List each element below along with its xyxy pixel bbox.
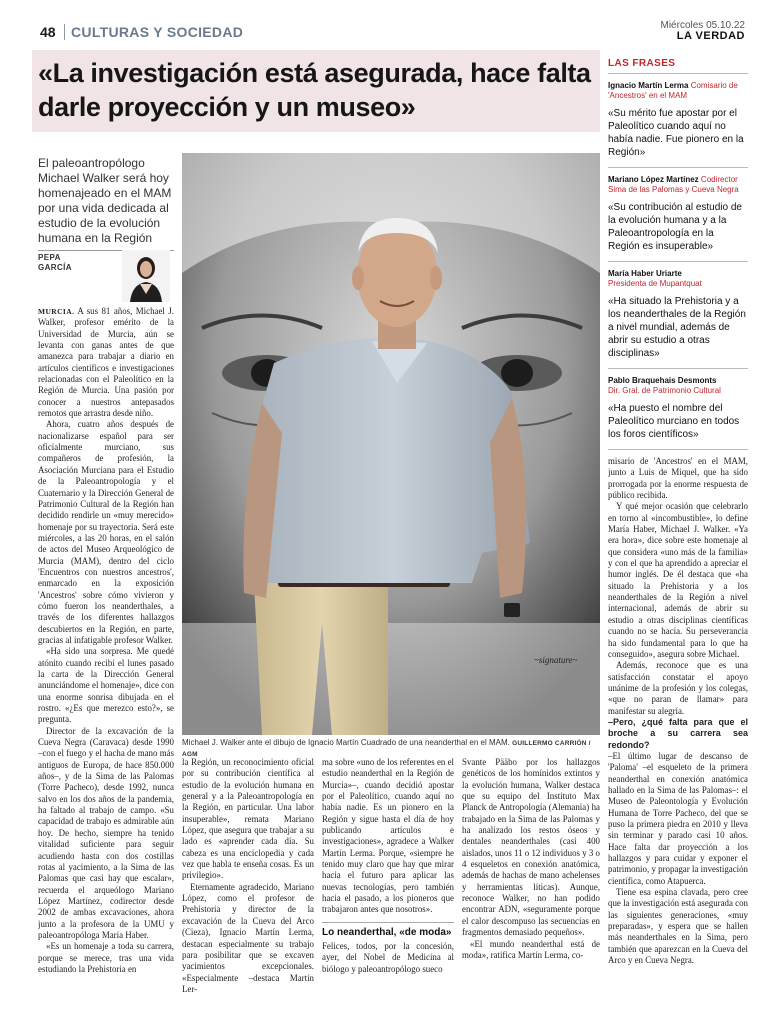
paragraph: Tiene esa espina clavada, pero cree que la investigación está asegurada con las siguientes generaciones, «muy preparadas», y espera que se hallen más neanderthales en la Sima, pero también que aparezcan en la Cueva del Arco y en Cueva Negra. bbox=[608, 887, 748, 966]
paragraph: «Ha sido una sorpresa. Me quedé atónito cuando recibí el lunes pasado la carta de la Dirección General anunciándome el homenaje», dice con una enorme sonrisa dibujada en el rostro. «¿Es que merezco esto?», se pregunta. bbox=[38, 646, 174, 725]
quote-item bbox=[608, 369, 748, 450]
body-column-1 bbox=[38, 306, 174, 1022]
subhead: El paleoantropólogo Michael Walker será hoy homenajeado en el MAM por una vida dedicada al estudio de la evolución humana en la Región bbox=[38, 156, 172, 245]
quote-author: Ignacio Martín Lerma bbox=[608, 81, 689, 90]
quote-role: Comisario de 'Ancestros' en el MAM bbox=[608, 81, 738, 100]
quote-item bbox=[608, 74, 748, 168]
photo-credit: GUILLERMO CARRIÓN / AGM bbox=[182, 740, 591, 758]
quote-item bbox=[608, 168, 748, 262]
byline-first-name: PEPA bbox=[38, 253, 61, 262]
paragraph: «Es un homenaje a toda su carrera, porque se merece, tras una vida estudiando la Prehistoria en bbox=[38, 941, 174, 974]
quote-role: Dir. Gral. de Patrimonio Cultural bbox=[608, 386, 721, 395]
body-column-5 bbox=[608, 456, 748, 1022]
quote-text: «Su mérito fue apostar por el Paleolítico cuando aquí no había nadie. Fue pionero en la Región» bbox=[608, 108, 744, 158]
headline: «La investigación está asegurada, hace falta darle proyección y un museo» bbox=[38, 58, 591, 122]
page-number: 48 bbox=[40, 24, 56, 40]
quote-role: Presidenta de Mupantquat bbox=[608, 279, 702, 288]
paragraph bbox=[38, 306, 174, 419]
paragraph: misario de 'Ancestros' en el MAM, junto a Luis de Miquel, que ha sido prorrogada por la enorme respuesta de público recibida. bbox=[608, 456, 748, 501]
quotes-sidebar bbox=[608, 58, 748, 450]
quote-text: «Su contribución al estudio de la evolución humana y a la Paleoantropología en la Región es insuperable» bbox=[608, 202, 742, 252]
paragraph: Ahora, cuatro años después de nacionalizarse español para ser oficialmente murciano, sus compañeros de profesión, la Asociación Murciana para el Estudio de la Paleoantropología y el Cuaternario y la Dirección General de Patrimonio Cultural de la Región han decidido rendirle un «muy merecido» homenaje por su trayectoria. Será este miércoles, a las 20 horas, en el salón de actos del Museo Arqueológico de Murcia (MAM), dentro del ciclo 'Encuentros con nuestros ancestros', enmarcado en la exposición 'Ancestros' sobre cómo vivieron y cómo fueron los neanderthales, a través de los diferentes hallazgos descubiertos en la Región, en parte, gracias al infatigable profesor Walker. bbox=[38, 419, 174, 645]
quote-text: «Ha puesto el nombre del Paleolítico murciano en todos los foros científicos» bbox=[608, 403, 740, 440]
paragraph: Además, reconoce que es una satisfacción constatar el apoyo unánime de la profesión y los colegas, «que no paran de llamar» para manifestar su alegría. bbox=[608, 660, 748, 716]
interview-question: –Pero, ¿qué falta para que el broche a su carrera sea redondo? bbox=[608, 716, 748, 750]
paragraph: la Región, un reconocimiento oficial por su contribución científica al estudio de la evolución humana en general y a la Paleoantropología en la Región, en particular. Una labor insuperable», remata Mariano López, que asegura que trabajar a su lado es «aprender cada día. Su cabeza es una enciclopedia y cada vez que habla te enseña cosas. Es un privilegio». bbox=[182, 757, 314, 881]
issue-date: Miércoles 05.10.22 bbox=[660, 20, 745, 31]
quote-author: María Haber Uriarte bbox=[608, 269, 682, 278]
quote-role: Codirector Sima de las Palomas y Cueva Negra bbox=[608, 175, 739, 194]
caption-text: Michael J. Walker ante el dibujo de Ignacio Martín Cuadrado de una neanderthal en el MAM. bbox=[182, 738, 510, 747]
paragraph: –El último lugar de descanso de 'Paloma' –el esqueleto de la primera neanderthal en conexión anatómica hallado en la Sima de las Palomas–: el Museo de Paleontología y Evolución Humana de Torre Pacheco, del que se puso la primera piedra en 2010 y lleva sin terminar y parado casi 10 años. Hace falta dar proyección a los hallazgos y para cuidar y exponer el patrimonio, y propagar la investigación científica, como Atapuerca. bbox=[608, 750, 748, 886]
paragraph: ma sobre «uno de los referentes en el estudio neanderthal en la Región de Murcia»–, cuando decidió apostar por el Paleolítico, cuando aquí no había nadie. Es un pionero en la Región y sigue hasta el día de hoy publicando artículos e investigaciones», agradece a Walker Martín Lerma. Porque, «siempre he tenido muy claro que hay que mirar hacia el futuro para aplicar las nuevas tecnologías, pero también hacia el pasado, a los pioneros que trabajaron antes que nosotros». bbox=[322, 757, 454, 915]
paragraph: Director de la excavación de la Cueva Negra (Caravaca) desde 1990 –con el fuego y el hacha de mano más antiguos de Europa, de hace 850.000 años–, y de la Sima de las Palomas (Torre Pacheco), desde 1992, nunca salvo en los dos años de la pandemia, ha faltado al trabajo de campo. «Su capacidad de trabajo es admirable aún hoy. De hecho, siempre ha tenido vitalidad suficiente para seguir acudiendo hasta con dos costillas rotas al yacimiento, a la Sima de las Palomas que casi hay que escalar», recuerda el arqueólogo Mariano López Martínez, codirector desde 2002 de ambas excavaciones, ahora junto a la profesora de la UMU y paleoantropóloga María Haber. bbox=[38, 725, 174, 940]
inline-subhead: Lo neanderthal, «de moda» bbox=[322, 922, 454, 939]
dateline bbox=[661, 20, 746, 42]
svg-text:~signature~: ~signature~ bbox=[534, 655, 578, 665]
byline-last-name: GARCÍA bbox=[38, 263, 72, 272]
quote-author: Pablo Braquehais Desmonts bbox=[608, 376, 717, 385]
dateline-city: MURCIA. bbox=[38, 307, 75, 316]
author-photo bbox=[122, 250, 170, 302]
byline bbox=[38, 253, 108, 273]
body-column-3 bbox=[322, 757, 454, 1022]
paragraph: Felices, todos, por la concesión, ayer, del Nobel de Medicina al biólogo y paleoantropólogo sueco bbox=[322, 940, 454, 974]
article-photo bbox=[182, 153, 600, 735]
section-title: CULTURAS Y SOCIEDAD bbox=[64, 24, 243, 40]
newspaper-name: LA VERDAD bbox=[676, 30, 745, 42]
quote-item bbox=[608, 262, 748, 369]
paragraph: Y qué mejor ocasión que celebrarlo en torno al «incombustible», lo define María Haber, Michael J. Walker. «Ya era hora», dice sobre este homenaje al que considera «uno más de la familia» y con el que ha aprendido a apreciar el humor inglés. De él destaca que «ha situado la Prehistoria y a los neanderthales de la Región a nivel internacional, además de abrir su estudio a otras disciplinas científicas cuando no se hacía. Su perseverancia ha sido fundamental para lo que ha conseguido», asegura sobre Michael. bbox=[608, 501, 748, 659]
paragraph: «El mundo neanderthal está de moda», ratifica Martín Lerma, co- bbox=[462, 938, 600, 960]
body-column-2 bbox=[182, 757, 314, 1022]
paragraph: Svante Pääbo por los hallazgos genéticos de los homínidos extintos y la evolución humana, Walker destaca que su equipo del Instituto Max Planck de Antropología (Alemania) ha trabajado en la Sima de las Palomas y ha analizado los restos óseos y dentales neanderthales (casi 400 aislados, unos 11 o 12 individuos y 3 o 4 esqueletos en conexión anatómica, además de hachas de mano achelenses y herramientas líticas). Aunque, reconoce Walker, no han podido encontrar ADN, «seguramente porque el calor descompuso las secuencias en fragmentos demasiado pequeños». bbox=[462, 757, 600, 938]
paragraph: Eternamente agradecido, Mariano López, como el profesor de Prehistoria y director de la excavación de la Cueva del Arco (Cieza), Ignacio Martín Lerma, destacan especialmente su trabajo para posibilitar que se excaven yacimientos excepcionales. «Especialmente –destaca Martín Ler- bbox=[182, 881, 314, 994]
paragraph-text: A sus 81 años, Michael J. Walker, profesor emérito de la Universidad de Murcia, aún se levanta con ganas antes de que amanezca para trabajar a diario en artículos científicos e investigaciones relacionadas con el Paleolítico en la Región de Murcia. Una pasión por conocer a nuestros antepasados remotos que arrastra desde niño. bbox=[38, 306, 174, 419]
quote-author: Mariano López Martínez bbox=[608, 175, 699, 184]
sidebar-title: LAS FRASES bbox=[608, 58, 748, 74]
quote-text: «Ha situado la Prehistoria y a los neanderthales de la Región a nivel mundial, además de abrir su estudio a otras disciplinas» bbox=[608, 296, 746, 359]
body-column-4 bbox=[462, 757, 600, 1022]
